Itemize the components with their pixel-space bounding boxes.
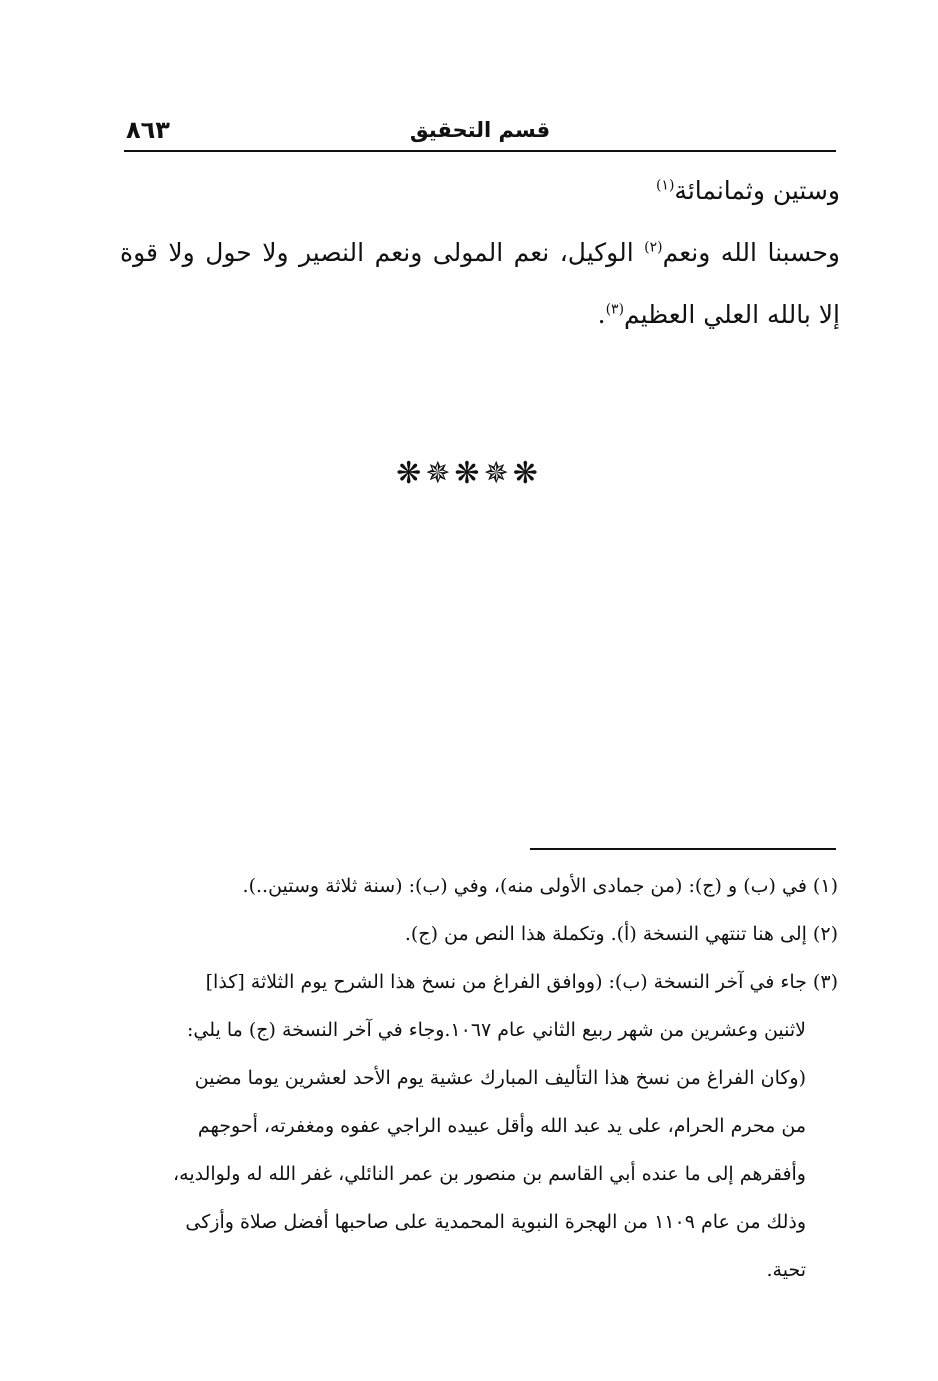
footnote-3-line: تحية. (766, 1259, 806, 1281)
footnote-2: (٢) إلى هنا تنتهي النسخة (أ). وتكملة هذا النص من (ج). (404, 923, 838, 945)
footnote-ref: (٣) (605, 301, 625, 318)
running-header (124, 112, 836, 152)
section-ornament: ❋✵❋✵❋ (396, 456, 542, 491)
footnote-ref: (٢) (644, 239, 663, 256)
footnote-3: (٣) جاء في آخر النسخة (ب): (ووافق الفراغ من نسخ هذا الشرح يوم الثلاثة [كذا] (205, 971, 838, 993)
footnote-3-line: لاثنين وعشرين من شهر ربيع الثاني عام ١٠٦٧.وجاء في آخر النسخة (ج) ما يلي: (187, 1019, 806, 1041)
footnote-3-line: وأفقرهم إلى ما عنده أبي القاسم بن منصور بن عمر النائلي، غفر الله له ولوالديه، (173, 1163, 806, 1185)
footnote-3-line: (وكان الفراغ من نسخ هذا التأليف المبارك عشية يوم الأحد لعشرين يوما مضين (194, 1067, 806, 1089)
text-segment: . (597, 300, 606, 329)
footnote-3-line: وذلك من عام ١١٠٩ من الهجرة النبوية المحمدية على صاحبها أفضل صلاة وأزكى (185, 1211, 806, 1233)
text-segment: وحسبنا الله ونعم (662, 238, 840, 267)
footnote-ref: (١) (655, 177, 675, 194)
text-segment: وستين وثمانمائة (674, 176, 840, 205)
text-paragraph (120, 222, 840, 346)
section-title: قسم التحقيق (409, 118, 551, 142)
footnote-1: (١) في (ب) و (ج): (من جمادى الأولى منه)، وفي (ب): (سنة ثلاثة وستين..). (242, 875, 838, 897)
footnote-divider (530, 848, 836, 850)
text-segment: الوكيل، نعم المولى ونعم النصير ولا حول ولا قوة إلا بالله العلي العظيم (120, 238, 840, 329)
text-line (120, 160, 840, 222)
page-number: ٨٦٣ (126, 116, 170, 144)
footnotes (116, 862, 838, 1294)
footnote-3-line: من محرم الحرام، على يد عبد الله وأقل عبيده الراجي عفوه ومغفرته، أحوجهم (197, 1115, 806, 1137)
main-text (120, 160, 840, 346)
